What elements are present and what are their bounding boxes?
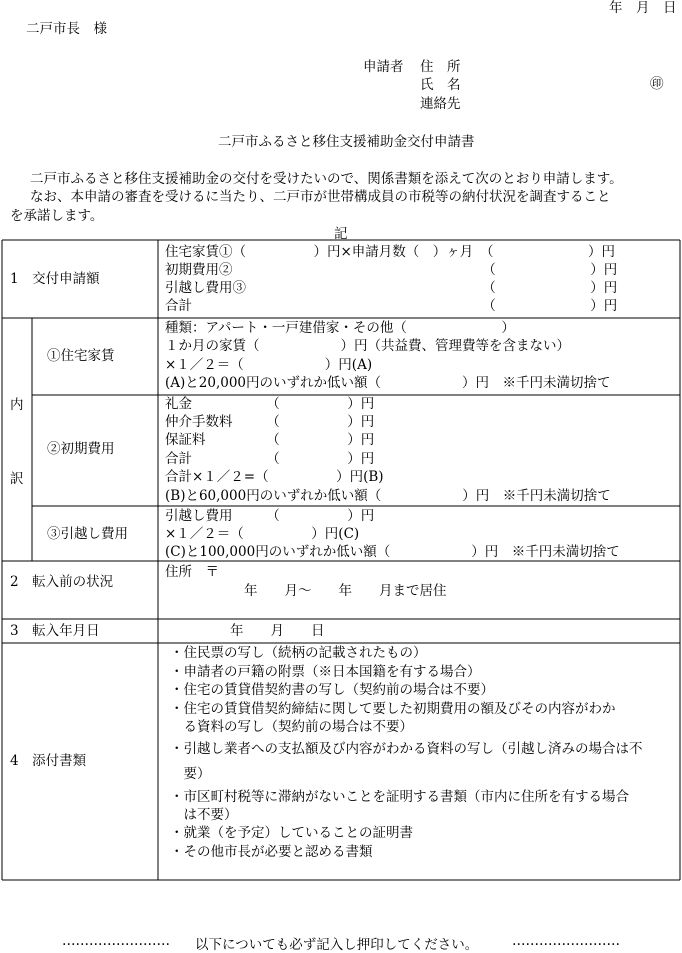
moving-label: ③引越し費用	[47, 526, 128, 542]
document-title: 二戸市ふるさと移住支援補助金交付申請書	[218, 134, 475, 150]
row2-period: 年 月～ 年 月まで居住	[244, 583, 447, 599]
row3-label: 3 転入年月日	[10, 623, 100, 639]
rent-line-2: １か月の家賃（ ）円（共益費、管理費等を含まない）	[165, 338, 570, 354]
initial-line-1: 礼金 （ ）円	[165, 396, 375, 412]
row3-date: 年 月 日	[230, 623, 325, 639]
footer-note: 以下についても必ず記入し押印してください。	[195, 937, 479, 953]
address-label: 住 所	[420, 59, 461, 75]
attachment-item-2: ・申請者の戸籍の附票（※日本国籍を有する場合）	[170, 664, 481, 680]
attachment-item-7: ・就業（を予定）していることの証明書	[170, 825, 413, 841]
initial-line-2: 仲介手数料 （ ）円	[165, 414, 375, 430]
applicant-label: 申請者	[363, 59, 404, 75]
row2-address: 住所 〒	[165, 564, 219, 580]
attachment-item-1: ・住民票の写し（続柄の記載されたもの）	[170, 645, 427, 661]
initial-label: ②初期費用	[47, 441, 115, 457]
paragraph-2-line-2: を承諾します。	[10, 208, 104, 224]
uchiwake-top: 内	[10, 397, 24, 413]
initial-line-5: 合計×１／２=（ ）円(B)	[165, 469, 384, 485]
moving-line-3: (C)と100,000円のいずれか低い額（ ）円 ※千円未満切捨て	[165, 544, 620, 560]
attachment-item-6-cont: は不要）	[170, 807, 238, 823]
footer-dots-right: ……………………	[512, 933, 620, 949]
rent-line-4: (A)と20,000円のいずれか低い額（ ）円 ※千円未満切捨て	[165, 375, 611, 391]
ki-label: 記	[334, 226, 348, 242]
initial-line-3: 保証料 （ ）円	[165, 432, 375, 448]
moving-line-1: 引越し費用 （ ）円	[165, 508, 375, 524]
name-label: 氏 名	[420, 77, 461, 93]
addressee: 二戸市長 様	[26, 21, 107, 37]
row1-line-4: 合計 （ ）円	[165, 298, 618, 314]
attachment-item-6: ・市区町村税等に滞納がないことを証明する書類（市内に住所を有する場合	[170, 789, 629, 805]
date-line: 年 月 日	[609, 0, 677, 16]
contact-label: 連絡先	[420, 96, 461, 112]
rent-line-1: 種類：アパート・一戸建借家・その他（ ）	[165, 320, 515, 336]
row1-label: 1 交付申請額	[10, 271, 100, 287]
initial-line-4: 合計 （ ）円	[165, 451, 375, 467]
paragraph-2-line-1: なお、本申請の審査を受けるに当たり、二戸市が世帯構成員の市税等の納付状況を調査すること	[30, 189, 611, 205]
row2-label: 2 転入前の状況	[10, 574, 114, 590]
attachment-item-4: ・住宅の賃貸借契約締結に関して要した初期費用の額及びその内容がわか	[170, 701, 616, 717]
attachment-item-4-cont: る資料の写し（契約前の場合は不要）	[170, 719, 413, 735]
initial-line-6: (B)と60,000円のいずれか低い額（ ）円 ※千円未満切捨て	[165, 488, 611, 504]
attachment-item-5-cont: 要）	[170, 766, 211, 782]
rent-label: ①住宅家賃	[47, 348, 115, 364]
uchiwake-bottom: 訳	[10, 471, 24, 487]
attachment-item-8: ・その他市長が必要と認める書類	[170, 844, 373, 860]
moving-line-2: ×１／２＝（ ）円(C)	[165, 526, 360, 542]
rent-line-3: ×１／２＝（ ）円(A)	[165, 357, 373, 373]
row1-line-2: 初期費用② （ ）円	[165, 262, 618, 278]
row1-line-1: 住宅家賃①（ ）円×申請月数（ ）ヶ月 （ ）円	[165, 244, 616, 260]
paragraph-1: 二戸市ふるさと移住支援補助金の交付を受けたいので、関係書類を添えて次のとおり申請します。	[30, 171, 623, 187]
footer-dots-left: ……………………	[62, 933, 170, 949]
attachment-item-3: ・住宅の賃貸借契約書の写し（契約前の場合は不要）	[170, 682, 494, 698]
row1-line-3: 引越し費用③ （ ）円	[165, 280, 618, 296]
attachment-item-5: ・引越し業者への支払額及び内容がわかる資料の写し（引越し済みの場合は不	[170, 741, 643, 757]
row4-label: 4 添付書類	[10, 753, 87, 769]
seal-mark: ㊞	[650, 76, 664, 92]
